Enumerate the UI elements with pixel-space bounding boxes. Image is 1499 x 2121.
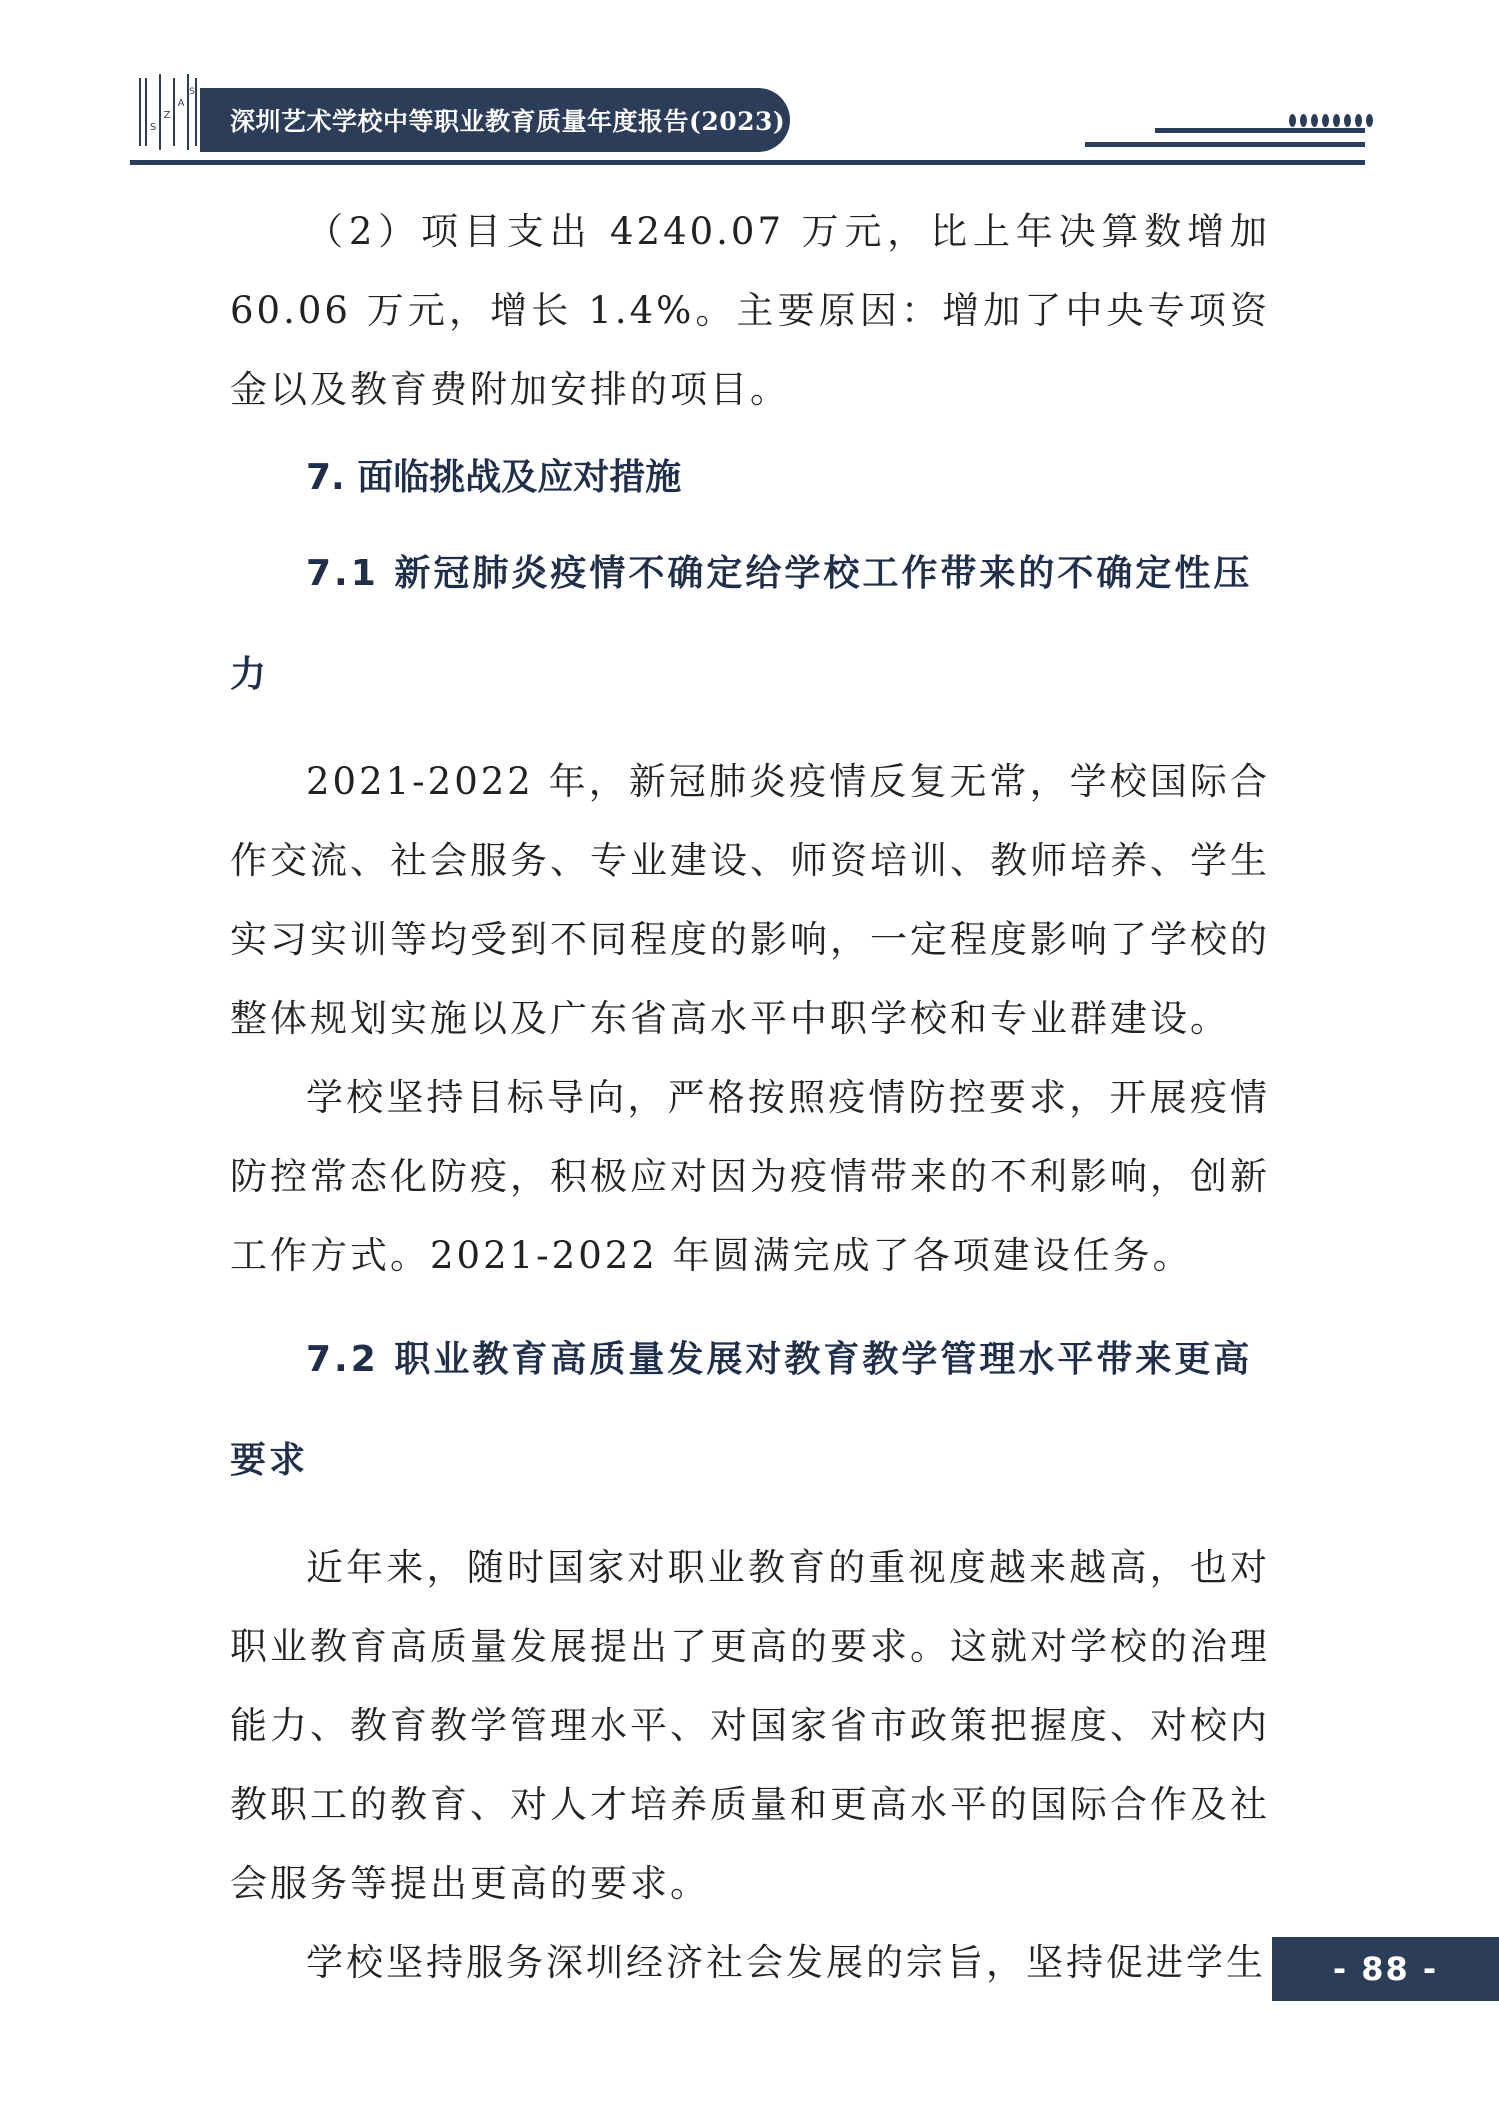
subsection-7-1-heading: [230, 523, 1270, 724]
header-rule-short: [1155, 128, 1365, 133]
section-7-heading: 7. 面临挑战及应对措施: [306, 457, 682, 498]
subsection-7-2-number: 7.2: [306, 1339, 379, 1380]
header-rule-mid: [1085, 142, 1365, 147]
decorative-dots: [1289, 114, 1373, 127]
report-title: 深圳艺术学校中等职业教育质量年度报告(2023): [230, 107, 786, 136]
svg-text:S: S: [149, 122, 157, 133]
subsection-7-1-number: 7.1: [306, 553, 379, 594]
school-logo: [138, 72, 200, 152]
header-rule-long: [130, 160, 1365, 165]
svg-text:Z: Z: [163, 110, 171, 121]
page-number: - 88 -: [1332, 1950, 1439, 1988]
paragraph-7-2-requirements: 近年来，随时国家对职业教育的重视度越来越高，也对职业教育高质量发展提出了更高的要求。这就对学校的治理能力、教育教学管理水平、对国家省市政策把握度、对校内教职工的教育、对人才培养质量和更高水平的国际合作及社会服务等提出更高的要求。: [230, 1546, 1270, 1905]
page-content: [230, 192, 1270, 2002]
paragraph-7-2-response: 学校坚持服务深圳经济社会发展的宗旨，坚持促进学生: [306, 1941, 1266, 1984]
subsection-7-2-title: 职业教育高质量发展对教育教学管理水平带来更高要求: [230, 1338, 1253, 1481]
svg-text:S: S: [189, 87, 195, 97]
report-title-bar: [200, 88, 790, 152]
svg-text:A: A: [177, 98, 185, 109]
paragraph-7-1-impact: 2021-2022 年，新冠肺炎疫情反复无常，学校国际合作交流、社会服务、专业建设、师资培训、教师培养、学生实习实训等均受到不同程度的影响，一定程度影响了学校的整体规划实施以及广东省高水平中职学校和专业群建设。: [230, 760, 1270, 1040]
subsection-7-1-title: 新冠肺炎疫情不确定给学校工作带来的不确定性压力: [230, 552, 1253, 695]
subsection-7-2-heading: [230, 1309, 1270, 1510]
paragraph-project-expenditure: （2）项目支出 4240.07 万元，比上年决算数增加 60.06 万元，增长 1.4%。主要原因：增加了中央专项资金以及教育费附加安排的项目。: [230, 210, 1270, 411]
page-header: [0, 0, 1499, 175]
page-number-box: [1272, 1937, 1499, 2001]
paragraph-7-1-response: 学校坚持目标导向，严格按照疫情防控要求，开展疫情防控常态化防疫，积极应对因为疫情带来的不利影响，创新工作方式。2021-2022 年圆满完成了各项建设任务。: [230, 1076, 1270, 1277]
